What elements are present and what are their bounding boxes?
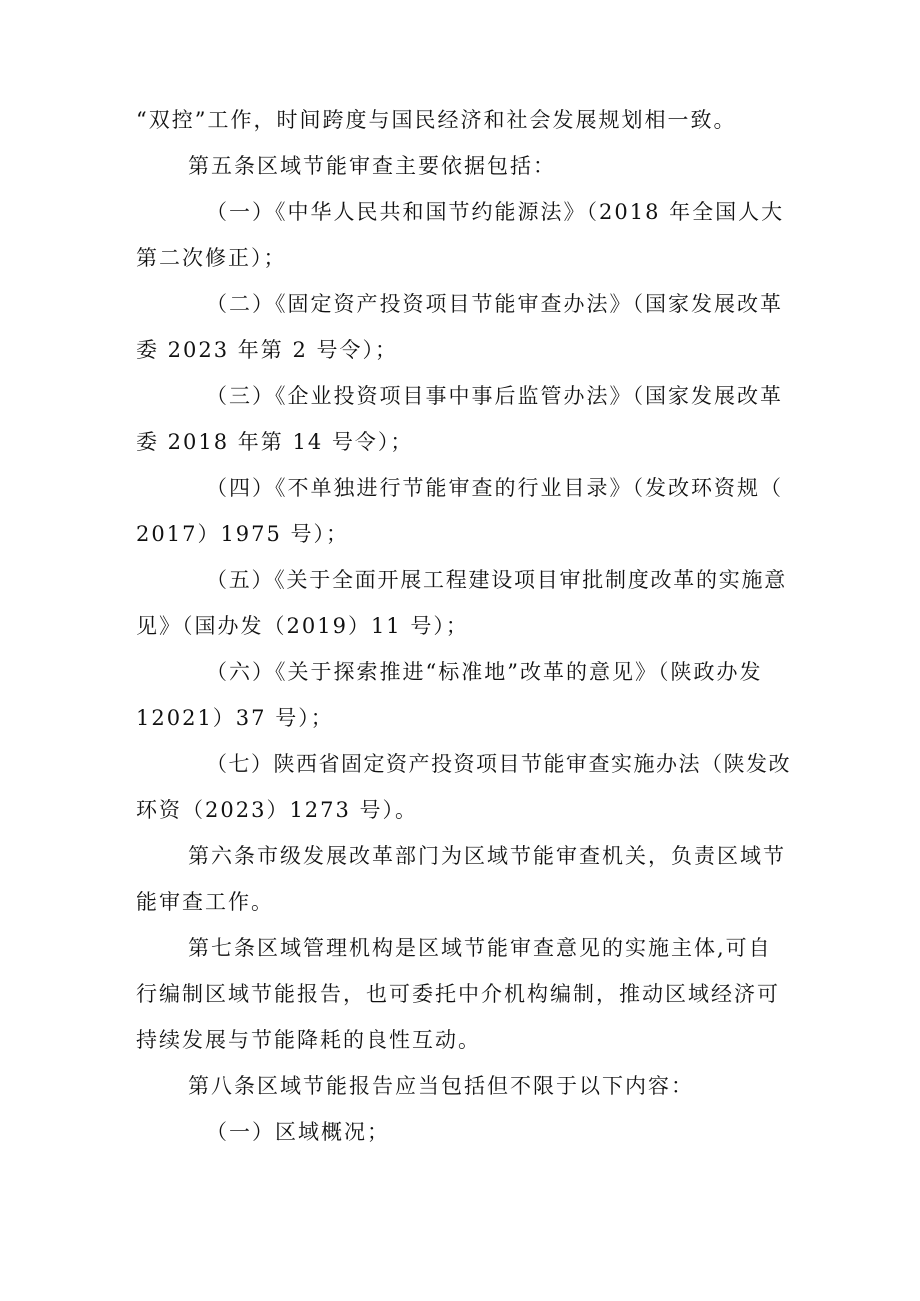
basis-item-7-line-1: （七）陕西省固定资产投资项目节能审查实施办法（陕发改: [206, 752, 791, 776]
basis-item-5-line-2: 见》（国办发（2019）11 号）；: [136, 614, 469, 638]
basis-item-4-line-1: （四）《不单独进行节能审查的行业目录》（发改环资规（: [206, 476, 783, 500]
basis-item-1-line-1: （一）《中华人民共和国节约能源法》（2018 年全国人大: [206, 200, 785, 224]
article-7-line-3: 持续发展与节能降耗的良性互动。: [136, 1028, 481, 1052]
basis-item-3-line-2: 委 2018 年第 14 号令）；: [136, 430, 414, 454]
basis-item-6-line-1: （六）《关于探索推进“标准地”改革的意见》（陕政办发: [206, 660, 763, 684]
basis-item-2-line-1: （二）《固定资产投资项目节能审查办法》（国家发展改革: [206, 292, 783, 316]
basis-item-1-line-2: 第二次修正）；: [136, 246, 287, 270]
basis-item-2-line-2: 委 2023 年第 2 号令）；: [136, 338, 399, 362]
article-8-heading: 第八条区域节能报告应当包括但不限于以下内容：: [188, 1074, 694, 1098]
basis-item-7-line-2: 环资（2023）1273 号）。: [136, 798, 419, 822]
basis-item-4-line-2: 2017）1975 号）；: [136, 522, 350, 546]
article-7-line-2: 行编制区域节能报告，也可委托中介机构编制，推动区域经济可: [136, 982, 780, 1006]
text-line: “双控”工作，时间跨度与国民经济和社会发展规划相一致。: [136, 108, 737, 132]
article-6-line-2: 能审查工作。: [136, 890, 274, 914]
article-5-heading: 第五条区域节能审查主要依据包括：: [188, 154, 556, 178]
article-6-line-1: 第六条市级发展改革部门为区域节能审查机关，负责区域节: [188, 844, 786, 868]
article-7-line-1: 第七条区域管理机构是区域节能审查意见的实施主体,可自: [188, 936, 772, 960]
basis-item-5-line-1: （五）《关于全面开展工程建设项目审批制度改革的实施意: [206, 568, 787, 592]
content-item-1: （一）区域概况；: [206, 1120, 390, 1144]
basis-item-3-line-1: （三）《企业投资项目事中事后监管办法》（国家发展改革: [206, 384, 783, 408]
basis-item-6-line-2: 12021）37 号）；: [136, 706, 334, 730]
